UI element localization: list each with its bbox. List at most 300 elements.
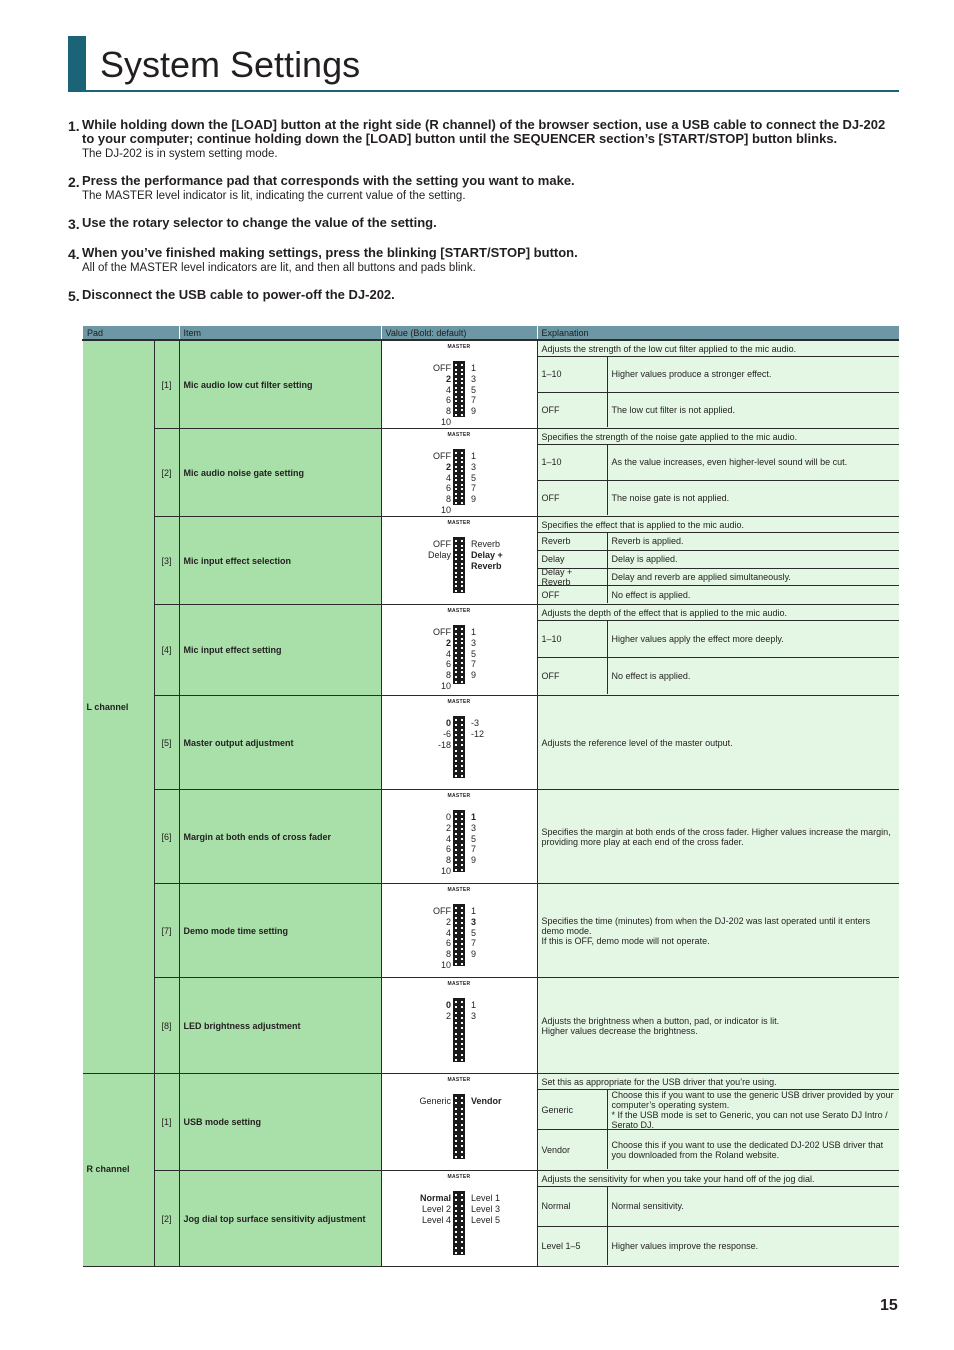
pad-index: [5] xyxy=(154,696,179,790)
led-dot xyxy=(455,657,457,659)
explanation-text: Higher values produce a stronger effect. xyxy=(611,369,772,380)
table-row xyxy=(83,1074,900,1171)
led-dot xyxy=(461,373,463,375)
led-dot xyxy=(461,849,463,851)
led-dot xyxy=(461,912,463,914)
led-dot xyxy=(455,1017,457,1019)
meter-left-values xyxy=(441,812,451,877)
value-cell xyxy=(381,1074,537,1171)
value-cell xyxy=(381,790,537,884)
led-dot xyxy=(461,364,463,366)
value-option: 6 xyxy=(445,483,451,494)
led-dot xyxy=(461,907,463,909)
value-option: -6 xyxy=(442,728,451,739)
led-dot xyxy=(455,953,457,955)
explanation-row xyxy=(538,533,900,551)
led-dot xyxy=(461,657,463,659)
master-level-indicator xyxy=(389,1075,529,1169)
value-option: 9 xyxy=(471,494,477,505)
led-dot xyxy=(461,854,463,856)
explanation-value: OFF xyxy=(538,586,608,603)
led-dot xyxy=(455,628,457,630)
led-dot xyxy=(461,1199,463,1201)
setting-item: Mic input effect selection xyxy=(179,517,381,605)
explanation-row xyxy=(538,658,900,694)
led-dot xyxy=(455,461,457,463)
led-dot xyxy=(461,729,463,731)
value-option: 8 xyxy=(445,949,451,960)
value-option: Level 4 xyxy=(421,1214,451,1225)
explanation-cell xyxy=(537,605,899,696)
step-number: 4. xyxy=(68,246,80,262)
explanation-heading: Specifies the strength of the noise gate applied to the mic audio. xyxy=(538,430,900,445)
value-option: 10 xyxy=(440,416,451,427)
explanation-row xyxy=(538,393,900,428)
led-strip xyxy=(453,810,465,872)
explanation-text: Choose this if you want to use the generic USB driver provided by your computer’s operating system. * If the USB mode is set to Generic, you can not use Serato DJ Intro / Serato DJ. xyxy=(611,1089,894,1130)
led-dot xyxy=(455,744,457,746)
value-option: 7 xyxy=(471,483,477,494)
explanation-row xyxy=(538,1130,900,1169)
setting-item: Mic audio low cut filter setting xyxy=(179,340,381,429)
meter-right-values xyxy=(471,906,476,960)
led-dot xyxy=(461,963,463,965)
led-dot xyxy=(455,729,457,731)
table-row xyxy=(83,429,900,517)
led-dot xyxy=(461,1140,463,1142)
led-dot xyxy=(461,391,463,393)
value-option: 8 xyxy=(445,406,451,417)
value-option: 4 xyxy=(445,927,451,938)
led-dot xyxy=(455,502,457,504)
led-dot xyxy=(461,662,463,664)
led-dot xyxy=(461,917,463,919)
setting-item: LED brightness adjustment xyxy=(179,978,381,1074)
master-level-indicator xyxy=(389,342,529,427)
step-description: The DJ-202 is in system setting mode. xyxy=(82,148,278,160)
value-option: OFF xyxy=(433,363,451,373)
led-dot xyxy=(455,585,457,587)
value-option: 3 xyxy=(471,916,477,927)
led-dot xyxy=(455,479,457,481)
led-dot xyxy=(455,549,457,551)
led-dot xyxy=(461,1129,463,1131)
led-dot xyxy=(461,953,463,955)
led-dot xyxy=(455,1135,457,1137)
step-item xyxy=(68,174,900,202)
value-cell xyxy=(381,429,537,517)
led-dot xyxy=(455,409,457,411)
led-dot xyxy=(455,1006,457,1008)
led-dot xyxy=(461,938,463,940)
value-option: 0 xyxy=(445,1000,451,1010)
led-dot xyxy=(461,563,463,565)
led-dot xyxy=(461,838,463,840)
explanation-text: Adjusts the reference level of the master output. xyxy=(541,737,733,748)
value-option: 8 xyxy=(445,670,451,681)
led-dot xyxy=(455,1199,457,1201)
led-dot xyxy=(461,1097,463,1099)
led-dot xyxy=(455,719,457,721)
header-pad: Pad xyxy=(83,326,180,340)
explanation-cell xyxy=(537,429,899,517)
title-accent-bar xyxy=(68,36,86,91)
value-option: 4 xyxy=(445,648,451,659)
led-dot xyxy=(455,457,457,459)
led-dot xyxy=(455,932,457,934)
value-cell xyxy=(381,340,537,429)
led-dot xyxy=(455,1236,457,1238)
title-rule xyxy=(68,90,899,92)
value-option: Generic xyxy=(419,1096,451,1106)
master-level-indicator xyxy=(389,791,529,882)
led-dot xyxy=(455,396,457,398)
led-dot xyxy=(455,563,457,565)
step-body xyxy=(82,118,900,160)
led-dot xyxy=(461,452,463,454)
led-dot xyxy=(461,724,463,726)
value-option: 10 xyxy=(440,959,451,970)
setting-item: Mic input effect setting xyxy=(179,605,381,696)
value-option: 7 xyxy=(471,844,477,855)
led-dot xyxy=(461,922,463,924)
led-dot xyxy=(455,1059,457,1061)
led-strip xyxy=(453,716,465,778)
explanation-cell xyxy=(537,884,899,978)
meter-right-values xyxy=(471,1096,502,1107)
meter-left-values xyxy=(428,539,451,561)
pad-index: [2] xyxy=(154,429,179,517)
value-option: Level 1 xyxy=(471,1193,501,1203)
master-level-indicator xyxy=(389,1172,529,1265)
led-dot xyxy=(461,770,463,772)
meter-left-values xyxy=(446,1000,451,1022)
led-dot xyxy=(455,1226,457,1228)
led-dot xyxy=(455,849,457,851)
led-dot xyxy=(461,400,463,402)
led-dot xyxy=(455,1113,457,1115)
led-dot xyxy=(461,1231,463,1233)
led-strip xyxy=(453,998,465,1062)
meter-right-values xyxy=(471,1193,500,1225)
led-dot xyxy=(461,1205,463,1207)
led-dot xyxy=(455,497,457,499)
led-dot xyxy=(455,382,457,384)
led-strip xyxy=(453,1094,465,1159)
explanation-cell xyxy=(537,1171,899,1267)
led-dot xyxy=(461,585,463,587)
value-option: 5 xyxy=(471,648,477,659)
led-dot xyxy=(461,590,463,592)
value-option: 3 xyxy=(471,637,477,648)
led-dot xyxy=(461,765,463,767)
explanation-cell xyxy=(537,790,899,884)
led-dot xyxy=(455,572,457,574)
value-cell xyxy=(381,1171,537,1267)
header-explanation: Explanation xyxy=(537,326,899,340)
pad-index: [8] xyxy=(154,978,179,1074)
led-dot xyxy=(455,652,457,654)
led-dot xyxy=(461,1017,463,1019)
led-dot xyxy=(461,369,463,371)
led-dot xyxy=(461,493,463,495)
led-dot xyxy=(461,744,463,746)
led-dot xyxy=(455,948,457,950)
explanation-heading: Adjusts the depth of the effect that is applied to the mic audio. xyxy=(538,606,900,621)
led-dot xyxy=(461,567,463,569)
led-dot xyxy=(455,1247,457,1249)
led-dot xyxy=(461,475,463,477)
explanation-cell xyxy=(537,696,899,790)
master-level-indicator xyxy=(389,430,529,515)
explanation-value: Level 1–5 xyxy=(538,1227,608,1266)
led-dot xyxy=(461,869,463,871)
step-heading: Press the performance pad that corresponds with the setting you want to make. xyxy=(82,173,575,188)
led-dot xyxy=(461,488,463,490)
meter-left-values xyxy=(438,718,451,750)
led-dot xyxy=(455,1054,457,1056)
value-option: 8 xyxy=(445,494,451,505)
explanation-row xyxy=(538,1090,900,1130)
step-number: 3. xyxy=(68,216,80,232)
explanation-value: 1–10 xyxy=(538,445,608,480)
explanation-row xyxy=(538,621,900,658)
led-dot xyxy=(455,558,457,560)
led-dot xyxy=(461,1043,463,1045)
led-dot xyxy=(461,540,463,542)
led-dot xyxy=(455,1145,457,1147)
led-strip xyxy=(453,625,465,684)
value-option: 3 xyxy=(471,1010,477,1021)
meter-left-values xyxy=(433,627,451,692)
value-cell xyxy=(381,696,537,790)
led-dot xyxy=(455,1252,457,1254)
explanation-value: OFF xyxy=(538,393,608,428)
step-heading: When you’ve finished making settings, press the blinking [START/STOP] button. xyxy=(82,245,578,260)
led-dot xyxy=(461,750,463,752)
led-dot xyxy=(455,554,457,556)
meter-label: MASTER xyxy=(447,520,471,526)
led-dot xyxy=(461,943,463,945)
led-dot xyxy=(461,479,463,481)
led-dot xyxy=(461,755,463,757)
value-option: Delay xyxy=(427,549,451,560)
step-item xyxy=(68,216,900,232)
meter-right-values xyxy=(471,627,476,681)
led-dot xyxy=(455,1151,457,1153)
value-option: -18 xyxy=(437,739,451,750)
value-option: Delay + Reverb xyxy=(471,549,503,571)
led-dot xyxy=(461,409,463,411)
explanation-value: Reverb xyxy=(538,533,608,550)
pad-index: [6] xyxy=(154,790,179,884)
led-dot xyxy=(455,917,457,919)
led-dot xyxy=(461,484,463,486)
explanation-value: Generic xyxy=(538,1090,608,1129)
step-number: 2. xyxy=(68,174,80,190)
step-body xyxy=(82,216,900,232)
led-dot xyxy=(455,818,457,820)
led-strip xyxy=(453,537,465,593)
led-dot xyxy=(455,590,457,592)
value-option: 7 xyxy=(471,938,477,949)
value-option: 0 xyxy=(445,812,451,822)
led-dot xyxy=(455,739,457,741)
master-level-indicator xyxy=(389,697,529,788)
table-row xyxy=(83,790,900,884)
value-option: 8 xyxy=(445,855,451,866)
led-dot xyxy=(455,466,457,468)
value-option: -3 xyxy=(471,718,480,728)
value-option: Level 2 xyxy=(421,1203,451,1214)
value-option: OFF xyxy=(433,539,451,549)
led-dot xyxy=(455,922,457,924)
value-option: 4 xyxy=(445,472,451,483)
value-option: 5 xyxy=(471,833,477,844)
led-dot xyxy=(461,1194,463,1196)
value-option: 9 xyxy=(471,406,477,417)
explanation-cell xyxy=(537,517,899,605)
table-row xyxy=(83,696,900,790)
led-dot xyxy=(455,581,457,583)
explanation-cell xyxy=(537,978,899,1074)
led-strip xyxy=(453,904,465,966)
explanation-value: OFF xyxy=(538,481,608,516)
table-row xyxy=(83,884,900,978)
led-dot xyxy=(461,1210,463,1212)
led-dot xyxy=(455,765,457,767)
led-dot xyxy=(455,1097,457,1099)
led-dot xyxy=(455,1231,457,1233)
led-dot xyxy=(461,1118,463,1120)
led-dot xyxy=(455,864,457,866)
value-option: 2 xyxy=(445,461,451,472)
led-dot xyxy=(461,405,463,407)
led-dot xyxy=(455,1038,457,1040)
meter-label: MASTER xyxy=(447,1077,471,1083)
led-dot xyxy=(461,719,463,721)
value-option: 3 xyxy=(471,461,477,472)
led-dot xyxy=(461,1215,463,1217)
meter-right-values xyxy=(471,539,529,571)
led-dot xyxy=(461,775,463,777)
led-dot xyxy=(461,1033,463,1035)
value-option: OFF xyxy=(433,451,451,461)
led-dot xyxy=(455,734,457,736)
value-option: 1 xyxy=(471,1000,477,1010)
value-option: 10 xyxy=(440,504,451,515)
meter-label: MASTER xyxy=(447,608,471,614)
setting-item: Margin at both ends of cross fader xyxy=(179,790,381,884)
value-option: 10 xyxy=(440,680,451,691)
led-dot xyxy=(455,1118,457,1120)
steps-list xyxy=(68,118,900,318)
led-dot xyxy=(455,1048,457,1050)
led-dot xyxy=(461,1038,463,1040)
led-dot xyxy=(461,667,463,669)
pad-index: [2] xyxy=(154,1171,179,1267)
table-row xyxy=(83,605,900,696)
led-dot xyxy=(461,497,463,499)
led-dot xyxy=(461,1027,463,1029)
explanation-heading: Specifies the effect that is applied to the mic audio. xyxy=(538,518,900,533)
led-dot xyxy=(455,671,457,673)
master-level-indicator xyxy=(389,606,529,694)
meter-label: MASTER xyxy=(447,1174,471,1180)
led-dot xyxy=(461,739,463,741)
led-dot xyxy=(461,1156,463,1158)
master-level-indicator xyxy=(389,518,529,603)
value-option: 6 xyxy=(445,659,451,670)
value-option: 2 xyxy=(445,373,451,384)
led-dot xyxy=(455,484,457,486)
settings-table xyxy=(82,326,899,1267)
led-dot xyxy=(455,488,457,490)
led-dot xyxy=(455,647,457,649)
explanation-text: The low cut filter is not applied. xyxy=(611,404,736,415)
explanation-text: The noise gate is not applied. xyxy=(611,492,730,503)
led-dot xyxy=(461,638,463,640)
page-number: 15 xyxy=(880,1297,898,1314)
led-dot xyxy=(461,927,463,929)
led-dot xyxy=(461,545,463,547)
value-cell xyxy=(381,978,537,1074)
led-dot xyxy=(455,1102,457,1104)
step-item xyxy=(68,118,900,160)
page-title: System Settings xyxy=(100,44,361,85)
led-dot xyxy=(461,1247,463,1249)
led-dot xyxy=(461,549,463,551)
value-option: 9 xyxy=(471,855,477,866)
explanation-row xyxy=(538,357,900,393)
step-heading: While holding down the [LOAD] button at the right side (R channel) of the browser section, use a USB cable to connect the DJ-202 to your computer; continue holding down the [LOAD] button until the SEQUENCER section’s [START/STOP] button blinks. xyxy=(82,117,886,146)
led-dot xyxy=(461,558,463,560)
explanation-text: Specifies the time (minutes) from when the DJ-202 was last operated until it enters demo mode. If this is OFF, demo mode will not operate. xyxy=(541,915,871,946)
value-option: Normal xyxy=(419,1193,451,1203)
led-dot xyxy=(455,823,457,825)
led-dot xyxy=(461,652,463,654)
value-option: 6 xyxy=(445,938,451,949)
led-strip xyxy=(453,1191,465,1255)
led-dot xyxy=(461,642,463,644)
value-option: 5 xyxy=(471,384,477,395)
led-strip xyxy=(453,449,465,505)
led-dot xyxy=(455,1156,457,1158)
value-option: 7 xyxy=(471,395,477,406)
led-dot xyxy=(455,958,457,960)
led-dot xyxy=(461,633,463,635)
led-dot xyxy=(455,378,457,380)
led-dot xyxy=(461,457,463,459)
step-item xyxy=(68,288,900,304)
led-dot xyxy=(461,581,463,583)
led-dot xyxy=(455,540,457,542)
led-dot xyxy=(455,927,457,929)
step-body xyxy=(82,288,900,304)
led-dot xyxy=(461,576,463,578)
led-dot xyxy=(461,844,463,846)
led-dot xyxy=(455,545,457,547)
led-dot xyxy=(455,760,457,762)
led-dot xyxy=(461,948,463,950)
led-dot xyxy=(455,391,457,393)
explanation-text: Choose this if you want to use the dedicated DJ-202 USB driver that you downloaded from the Roland website. xyxy=(611,1139,884,1160)
pad-index: [4] xyxy=(154,605,179,696)
led-dot xyxy=(461,1220,463,1222)
led-dot xyxy=(455,838,457,840)
table-header-row xyxy=(83,326,900,340)
led-dot xyxy=(455,369,457,371)
